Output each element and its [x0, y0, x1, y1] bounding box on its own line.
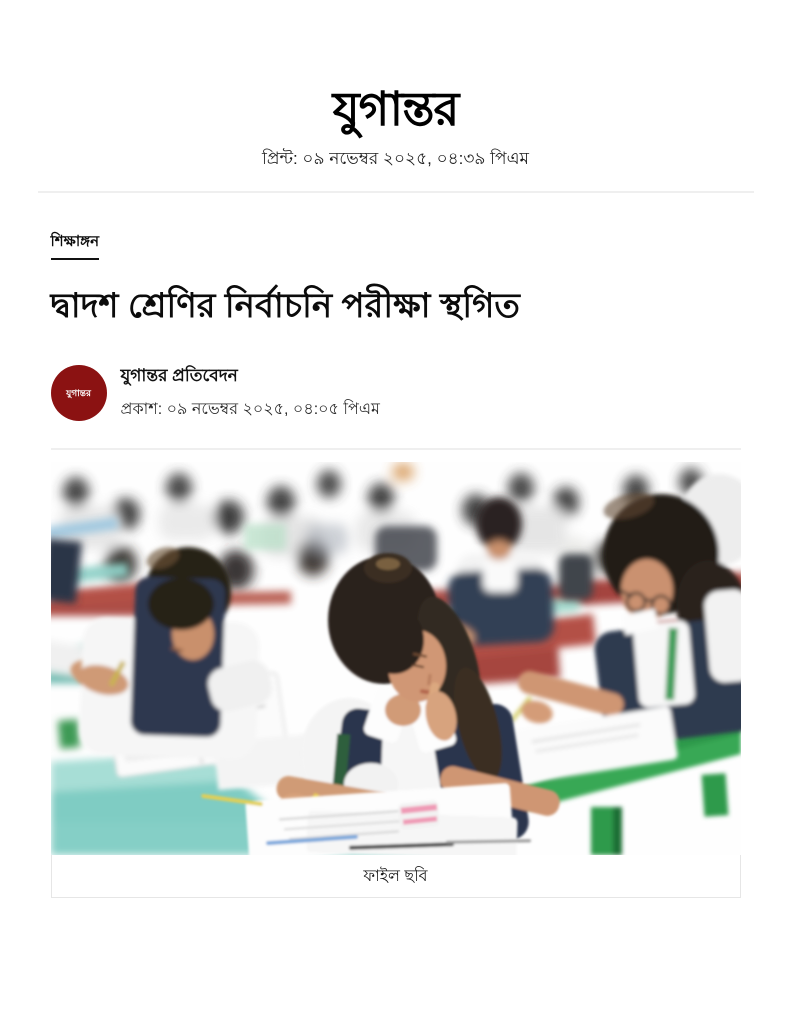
- article-photo: [51, 462, 741, 855]
- print-timestamp: প্রিন্ট: ০৯ নভেম্বর ২০২৫, ০৪:৩৯ পিএম: [262, 148, 529, 168]
- byline: [51, 363, 741, 423]
- article: [51, 193, 741, 899]
- category-link[interactable]: শিক্ষাঙ্গন: [51, 230, 100, 260]
- author-name: যুগান্তর প্রতিবেদন: [120, 366, 238, 386]
- article-divider: [51, 448, 741, 450]
- article-headline: দ্বাদশ শ্রেণির নির্বাচনি পরীক্ষা স্থগিত: [50, 286, 520, 325]
- masthead: [0, 0, 791, 193]
- bottom-whitespace: [0, 898, 791, 1018]
- photo-caption: ফাইল ছবি: [51, 855, 741, 898]
- article-figure: [51, 462, 741, 898]
- jugantor-logo: যুগান্তর: [332, 82, 459, 137]
- author-avatar: যুগান্তর: [51, 365, 107, 421]
- byline-text: [121, 363, 380, 423]
- publish-timestamp: প্রকাশ: ০৯ নভেম্বর ২০২৫, ০৪:০৫ পিএম: [120, 401, 380, 419]
- classroom-exam-illustration: [51, 462, 741, 855]
